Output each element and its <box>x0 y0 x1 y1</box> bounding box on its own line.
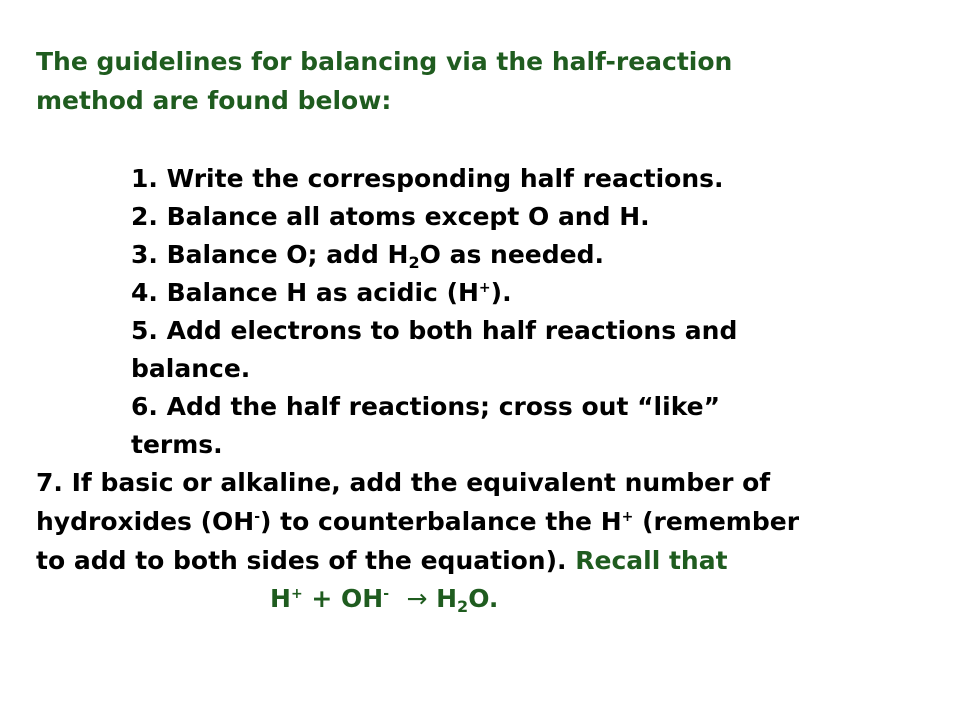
water-equation <box>270 580 498 618</box>
step-2: 2. Balance all atoms except O and H. <box>131 202 650 231</box>
eq-o: O. <box>468 584 499 613</box>
step-4-text: 4. Balance H as acidic (H <box>131 278 479 307</box>
eq-oh-superscript: - <box>383 586 390 602</box>
step-5-line-2: balance. <box>131 354 251 383</box>
eq-h2: H <box>436 584 458 613</box>
step-7-line-2 <box>36 503 799 541</box>
step-7-line-1: 7. If basic or alkaline, add the equivalent number of <box>36 468 771 497</box>
step-5-line-1: 5. Add electrons to both half reactions and <box>131 316 738 345</box>
step-7-text-c: (remember <box>633 507 800 536</box>
step-3-subscript: 2 <box>408 253 420 272</box>
step-7-text-d: to add to both sides of the equation). <box>36 546 576 575</box>
eq-h2-subscript: 2 <box>457 597 469 616</box>
step-7-text-b: ) to counterbalance the H <box>260 507 622 536</box>
arrow-right-icon: → <box>406 584 428 613</box>
step-4-superscript: + <box>478 280 491 296</box>
step-6-line-2: terms. <box>131 430 223 459</box>
step-3 <box>131 236 604 274</box>
step-4 <box>131 274 512 312</box>
h-plus-superscript: + <box>621 509 634 525</box>
recall-text: Recall that <box>575 546 728 575</box>
intro-line-1: The guidelines for balancing via the half-reaction <box>36 47 733 76</box>
step-7-line-3 <box>36 542 728 580</box>
intro-line-2: method are found below: <box>36 86 392 115</box>
step-6-line-1: 6. Add the half reactions; cross out “like” <box>131 392 721 421</box>
eq-h: H <box>270 584 291 613</box>
step-4-text-end: ). <box>490 278 512 307</box>
step-3-text-end: O as needed. <box>419 240 604 269</box>
step-7-text-a: hydroxides (OH <box>36 507 255 536</box>
eq-h-superscript: + <box>290 586 303 602</box>
step-3-text: 3. Balance O; add H <box>131 240 409 269</box>
step-1: 1. Write the corresponding half reactions. <box>131 164 724 193</box>
oh-minus-superscript: - <box>254 509 261 525</box>
eq-plus-oh: + OH <box>302 584 384 613</box>
